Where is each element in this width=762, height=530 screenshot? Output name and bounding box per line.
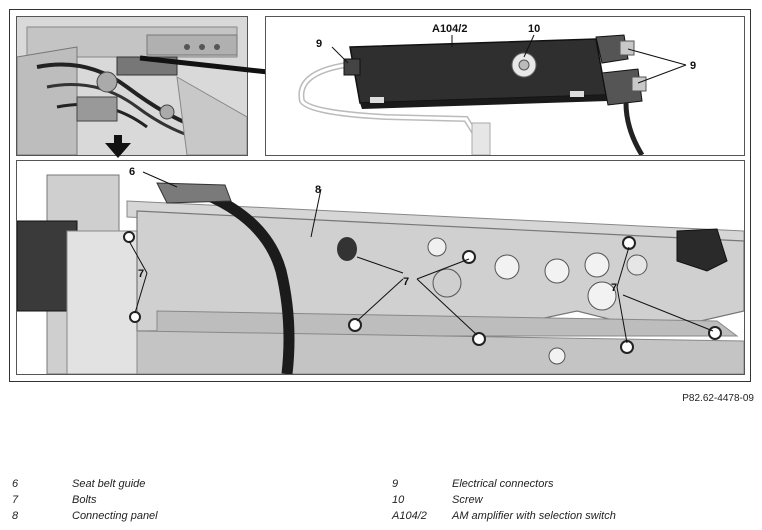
callout-7-left: 7 (138, 268, 145, 280)
callout-8: 8 (315, 184, 322, 196)
legend-item: 6 Seat belt guide (12, 478, 146, 490)
callout-a104-2: A104/2 (432, 23, 468, 35)
callout-10: 10 (528, 23, 541, 35)
connecting-panel-illustration (17, 161, 744, 374)
legend-item: 7 Bolts (12, 494, 97, 506)
legend-item: 8 Connecting panel (12, 510, 158, 522)
callout-7-center: 7 (403, 276, 410, 288)
callout-9-left: 9 (316, 38, 323, 50)
seat-belt-guide-graphic (157, 183, 231, 203)
legend-item: 10 Screw (392, 494, 483, 506)
amplifier-illustration (266, 17, 744, 155)
view-arrow-icon (105, 135, 131, 158)
callout-6: 6 (129, 166, 136, 178)
callout-7-right: 7 (611, 282, 618, 294)
callout-9-right: 9 (690, 60, 697, 72)
legend-item: 9 Electrical connectors (392, 478, 554, 490)
connecting-panel-detail (16, 160, 745, 375)
legend-item: A104/2 AM amplifier with selection switch (392, 510, 616, 522)
amplifier-detail-panel (265, 16, 745, 156)
figure-reference: P82.62-4478-09 (682, 393, 754, 404)
